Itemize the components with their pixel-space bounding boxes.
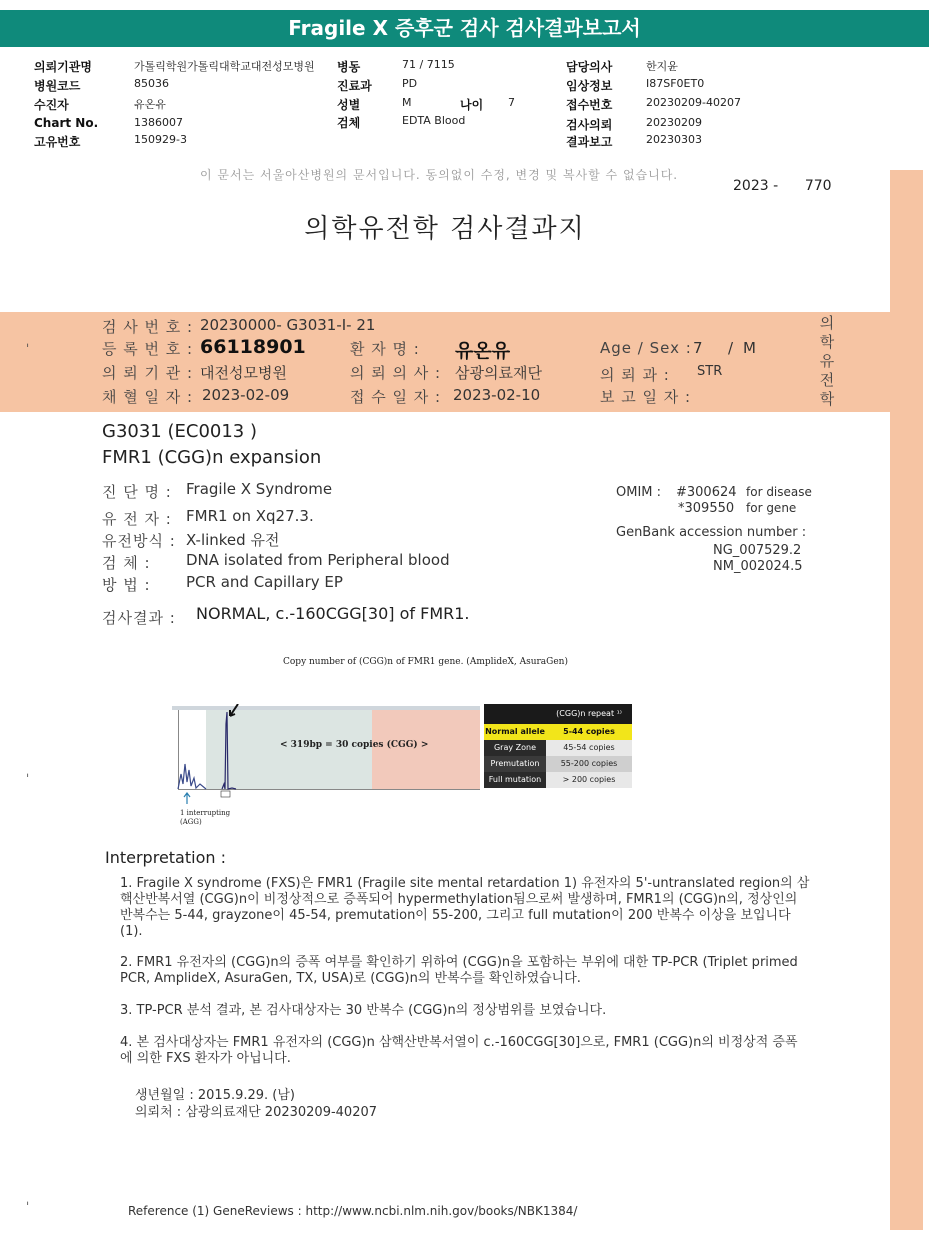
specimen-label: 검체: [337, 116, 361, 130]
genbank-acc-2: NM_002024.5: [713, 559, 803, 574]
repeat-category: Gray Zone: [493, 743, 537, 752]
genbank-label: GenBank accession number :: [616, 525, 807, 540]
margin-strip: [890, 170, 923, 1230]
normal-range-band: [206, 710, 372, 790]
reg-no-value: 66118901: [200, 336, 306, 358]
repeat-category: Premutation: [490, 759, 540, 768]
x-axis: [178, 789, 480, 790]
diagnosis-value: Fragile X Syndrome: [186, 480, 333, 498]
interpretation-paragraph-1: 1. Fragile X syndrome (FXS)은 FMR1 (Fragile site mental retardation 1) 유전자의 5'-untranslated region의 삼핵산반복서열 (CGG)n이 비정상적으로 증폭되어 hypermethylation됨으로써 발생하며, FMR1의 (CGG)n의, 정상인의 반복수는 5-44, grayzone이 45-54, premutation이 55-200, 그리고 full mutation이 200 반복수 이상을 보입니다 (1).: [120, 876, 810, 939]
chart-no-value: 1386007: [134, 116, 183, 129]
omim-gene-desc: for gene: [746, 501, 797, 515]
receipt-value: 20230209-40207: [646, 96, 741, 109]
interpretation-paragraph-3: 3. TP-PCR 분석 결과, 본 검사대상자는 30 반복수 (CGG)n의 정상범위를 보였습니다.: [120, 1003, 607, 1018]
gene-label: 유 전 자 :: [102, 510, 172, 528]
inheritance-value: X-linked 유전: [186, 531, 280, 549]
vertical-section-label: [818, 314, 836, 409]
document-number: [733, 178, 832, 194]
request-org-label: 의뢰기관명: [34, 60, 92, 74]
genbank-acc-1: NG_007529.2: [713, 543, 802, 558]
vertical-char: 유: [819, 352, 835, 370]
patient-name-label: 환 자 명 :: [350, 340, 420, 358]
table-row: [484, 740, 632, 756]
doctor-value: 한지윤: [646, 60, 678, 73]
specimen-value: EDTA Blood: [402, 114, 466, 127]
repeat-category: Normal allele: [485, 727, 545, 736]
report-date-value: 20230303: [646, 133, 702, 146]
interrupt-annotation: [180, 809, 230, 827]
dept-label: 진료과: [337, 79, 372, 93]
repeat-range: 45-54 copies: [546, 740, 632, 756]
dept-value: PD: [402, 77, 418, 90]
clinical-value: I87SF0ET0: [646, 77, 705, 90]
report-date-label: 보 고 일 자 :: [600, 388, 692, 406]
repeat-header: (CGG)n repeat ¹⁾: [556, 709, 622, 718]
request-org-value: 가톨릭학원가톨릭대학교대전성모병원: [134, 60, 315, 73]
omim-disease-id: #300624: [676, 485, 737, 500]
vertical-char: 학: [819, 390, 835, 408]
age-sex-separator: /: [728, 339, 734, 357]
margin-tick: ˈ: [26, 342, 30, 356]
y-axis: [178, 710, 179, 790]
repeat-category: Full mutation: [488, 775, 542, 784]
age-value: 7: [508, 96, 515, 109]
test-code: G3031 (EC0013 ): [102, 421, 257, 442]
req-doc-value: 삼광의료재단: [455, 364, 542, 382]
result-label: 검사결과 :: [102, 609, 176, 627]
doc-no: 770: [804, 178, 832, 194]
figure-caption: Copy number of (CGG)n of FMR1 gene. (AmplideX, AsuraGen): [283, 657, 568, 667]
repeat-range: 5-44 copies: [563, 727, 615, 736]
interpretation-paragraph-2: 2. FMR1 유전자의 (CGG)n의 증폭 여부를 확인하기 위하여 (CGG)n을 포함하는 부위에 대한 TP-PCR (Triplet primed PCR, AmplideX, AsuraGen, TX, USA)로 (CGG)n의 반복수를 확인하였습니다.: [120, 955, 798, 986]
report-title: Fragile X 증후군 검사 검사결과보고서: [0, 10, 929, 47]
repeat-range: > 200 copies: [546, 772, 632, 788]
electropherogram-figure: [172, 704, 480, 806]
receipt-label: 접수번호: [566, 98, 613, 112]
req-org-value: 대전성모병원: [200, 364, 287, 382]
diagnosis-label: 진 단 명 :: [102, 483, 172, 501]
table-row: [484, 772, 632, 788]
inheritance-label: 유전방식 :: [102, 532, 176, 550]
request-info-panel: [0, 52, 929, 164]
chart-no-label: Chart No.: [34, 116, 99, 130]
result-value: NORMAL, c.-160CGG[30] of FMR1.: [196, 604, 470, 623]
sex-label: 성별: [337, 98, 361, 112]
interrupt-line-2: (AGG): [180, 818, 202, 826]
omim-gene-id: *309550: [678, 501, 735, 516]
draw-date-label: 채 혈 일 자 :: [102, 388, 194, 406]
peak-annotation: < 319bp = 30 copies (CGG) >: [280, 740, 429, 750]
margin-tick: ˈ: [26, 772, 30, 786]
req-dept-value: STR: [697, 364, 723, 379]
scanned-report: [0, 166, 929, 1232]
sex-value: M: [743, 339, 756, 357]
ward-label: 병동: [337, 60, 361, 74]
document-title: 의학유전학 검사결과지: [304, 214, 586, 244]
patient-box: [0, 312, 890, 412]
specimen-type-value: DNA isolated from Peripheral blood: [186, 551, 450, 569]
hospital-code-value: 85036: [134, 77, 169, 90]
gene-value: FMR1 on Xq27.3.: [186, 507, 314, 525]
interpretation-paragraph-4: 4. 본 검사대상자는 FMR1 유전자의 (CGG)n 삼핵산반복서열이 c.-160CGG[30]으로, FMR1 (CGG)n의 비정상적 증폭에 의한 FXS 환자가 아닙니다.: [120, 1035, 798, 1066]
recv-date-label: 접 수 일 자 :: [350, 388, 442, 406]
doc-year: 2023 -: [733, 178, 779, 194]
age-label: 나이: [460, 98, 484, 112]
sex-value: M: [402, 96, 412, 109]
table-row: [484, 756, 632, 772]
expanded-range-band: [372, 710, 480, 790]
report-date-label: 결과보고: [566, 135, 613, 149]
margin-tick: ˈ: [26, 1200, 30, 1214]
req-doc-label: 의 뢰 의 사 :: [350, 364, 442, 382]
figure-ruler: [172, 706, 480, 710]
draw-date-value: 2023-02-09: [202, 386, 290, 404]
unique-no-label: 고유번호: [34, 135, 81, 149]
ward-value: 71 / 7115: [402, 58, 455, 71]
req-org-label: 의 뢰 기 관 :: [102, 364, 194, 382]
hospital-code-label: 병원코드: [34, 79, 81, 93]
method-label: 방 법 :: [102, 576, 151, 594]
interrupt-line-1: 1 interrupting: [180, 809, 231, 817]
test-name: FMR1 (CGG)n expansion: [102, 447, 322, 468]
repeat-range: 55-200 copies: [546, 756, 632, 772]
request-date-label: 검사의뢰: [566, 118, 613, 132]
omim-label: OMIM :: [616, 485, 662, 500]
table-row: [484, 724, 632, 740]
test-no-label: 검 사 번 호 :: [102, 318, 194, 336]
reg-no-label: 등 록 번 호 :: [102, 340, 194, 358]
birth-date: 생년월일 : 2015.9.29. (남): [135, 1088, 296, 1103]
age-value: 7: [693, 339, 703, 357]
req-dept-label: 의 뢰 과 :: [600, 366, 670, 384]
requester: 의뢰처 : 삼광의료재단 20230209-40207: [135, 1105, 378, 1120]
patient-name-value: 유온유: [455, 340, 511, 362]
test-no-value: 20230000- G3031-I- 21: [200, 316, 376, 334]
clinical-label: 임상정보: [566, 79, 613, 93]
age-sex-label: Age / Sex :: [600, 339, 692, 357]
confidentiality-notice: 이 문서는 서울아산병원의 문서입니다. 동의없이 수정, 변경 및 복사할 수 없습니다.: [200, 168, 679, 182]
specimen-type-label: 검 체 :: [102, 554, 151, 572]
request-date-value: 20230209: [646, 116, 702, 129]
reference: Reference (1) GeneReviews : http://www.ncbi.nlm.nih.gov/books/NBK1384/: [128, 1204, 578, 1218]
vertical-char: 의: [819, 314, 835, 332]
vertical-char: 학: [819, 333, 835, 351]
table-header-row: [484, 704, 632, 724]
unique-no-value: 150929-3: [134, 133, 187, 146]
examinee-label: 수진자: [34, 98, 69, 112]
doctor-label: 담당의사: [566, 60, 613, 74]
interpretation-title: Interpretation :: [105, 848, 226, 867]
repeat-range-table: [484, 704, 632, 788]
method-value: PCR and Capillary EP: [186, 573, 343, 591]
vertical-char: 전: [819, 371, 835, 389]
recv-date-value: 2023-02-10: [453, 386, 541, 404]
omim-disease-desc: for disease: [746, 485, 812, 499]
examinee-value: 유온유: [134, 98, 166, 111]
